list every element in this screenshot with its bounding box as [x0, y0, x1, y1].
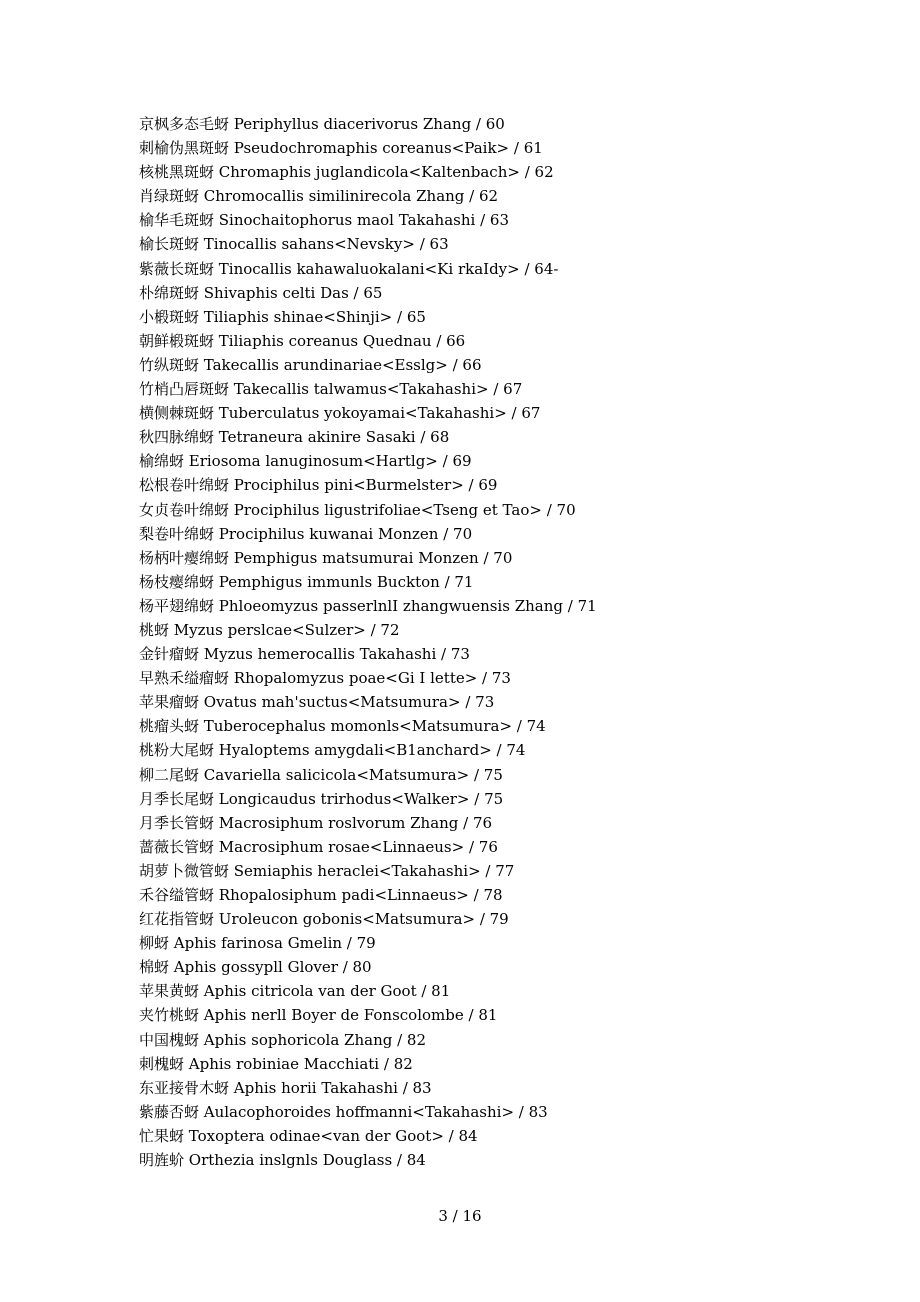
index-entry: 中国槐蚜 Aphis sophoricola Zhang / 82: [139, 1030, 427, 1049]
index-entry: 胡萝卜微管蚜 Semiaphis heraclei<Takahashi> / 77: [139, 861, 515, 880]
index-entry: 桃蚜 Myzus perslcae<Sulzer> / 72: [139, 620, 400, 639]
index-entry: 柳蚜 Aphis farinosa Gmelin / 79: [139, 934, 376, 953]
index-entry-list: [139, 112, 597, 1172]
index-entry: 东亚接骨木蚜 Aphis horii Takahashi / 83: [139, 1078, 432, 1097]
index-entry: 榆华毛斑蚜 Sinochaitophorus maol Takahashi / 63: [139, 211, 509, 230]
index-entry: 桃粉大尾蚜 Hyaloptems amygdali<B1anchard> / 74: [139, 741, 526, 760]
index-entry: 红花指管蚜 Uroleucon gobonis<Matsumura> / 79: [139, 910, 509, 929]
index-entry: 松根卷叶绵蚜 Prociphilus pini<Burmelster> / 69: [139, 476, 498, 495]
index-entry: 核桃黑斑蚜 Chromaphis juglandicola<Kaltenbach> / 62: [139, 163, 554, 182]
index-entry: 竹纵斑蚜 Takecallis arundinariae<Esslg> / 66: [139, 355, 482, 374]
index-entry: 金针瘤蚜 Myzus hemerocallis Takahashi / 73: [139, 645, 470, 664]
index-entry: 秋四脉绵蚜 Tetraneura akinire Sasaki / 68: [139, 428, 450, 447]
index-entry: 女贞卷叶绵蚜 Prociphilus ligustrifoliae<Tseng et Tao> / 70: [139, 500, 576, 519]
index-entry: 杨枝瘿绵蚜 Pemphigus immunls Buckton / 71: [139, 572, 474, 591]
index-entry: 榆绵蚜 Eriosoma lanuginosum<Hartlg> / 69: [139, 452, 472, 471]
index-entry: 朴绵斑蚜 Shivaphis celti Das / 65: [139, 283, 383, 302]
index-entry: 蔷薇长管蚜 Macrosiphum rosae<Linnaeus> / 76: [139, 837, 498, 856]
index-entry: 月季长管蚜 Macrosiphum roslvorum Zhang / 76: [139, 813, 493, 832]
index-entry: 忙果蚜 Toxoptera odinae<van der Goot> / 84: [139, 1126, 478, 1145]
index-entry: 棉蚜 Aphis gossypll Glover / 80: [139, 958, 372, 977]
index-entry: 梨卷叶绵蚜 Prociphilus kuwanai Monzen / 70: [139, 524, 473, 543]
index-entry: 苹果瘤蚜 Ovatus mah'suctus<Matsumura> / 73: [139, 693, 495, 712]
index-entry: 横侧棘斑蚜 Tuberculatus yokoyamai<Takahashi> / 67: [139, 404, 541, 423]
index-entry: 早熟禾缢瘤蚜 Rhopalomyzus poae<Gi I lette> / 73: [139, 669, 511, 688]
index-entry: 京枫多态毛蚜 Periphyllus diacerivorus Zhang / 60: [139, 115, 505, 133]
index-entry: 刺槐蚜 Aphis robiniae Macchiati / 82: [139, 1054, 413, 1073]
page-number: 3 / 16: [438, 1207, 482, 1225]
index-entry: 紫藤否蚜 Aulacophoroides hoffmanni<Takahashi> / 83: [139, 1102, 548, 1121]
index-entry: 杨平翅绵蚜 Phloeomyzus passerlnlI zhangwuensis Zhang / 71: [139, 596, 597, 615]
index-entry: 桃瘤头蚜 Tuberocephalus momonls<Matsumura> / 74: [139, 717, 546, 736]
index-entry: 禾谷缢管蚜 Rhopalosiphum padi<Linnaeus> / 78: [139, 886, 503, 904]
index-entry: 柳二尾蚜 Cavariella salicicola<Matsumura> / 75: [139, 765, 503, 784]
index-entry: 竹梢凸唇斑蚜 Takecallis talwamus<Takahashi> / 67: [139, 380, 523, 399]
index-entry: 紫薇长斑蚜 Tinocallis kahawaluokalani<Ki rkaIdy> / 64-: [139, 259, 559, 278]
index-entry: 杨柄叶瘿绵蚜 Pemphigus matsumurai Monzen / 70: [139, 548, 513, 567]
index-entry: 小椴斑蚜 Tiliaphis shinae<Shinji> / 65: [139, 307, 426, 326]
index-entry: 刺榆伪黑斑蚜 Pseudochromaphis coreanus<Paik> / 61: [139, 139, 543, 158]
index-entry: 苹果黄蚜 Aphis citricola van der Goot / 81: [139, 982, 451, 1001]
index-entry: 榆长斑蚜 Tinocallis sahans<Nevsky> / 63: [139, 235, 449, 254]
index-entry: 月季长尾蚜 Longicaudus trirhodus<Walker> / 75: [139, 789, 504, 808]
index-entry: 明旌蚧 Orthezia inslgnls Douglass / 84: [139, 1151, 426, 1170]
index-entry: 肖绿斑蚜 Chromocallis similinirecola Zhang / 62: [139, 187, 499, 206]
index-entry: 朝鲜椴斑蚜 Tiliaphis coreanus Quednau / 66: [139, 331, 466, 350]
index-entry: 夹竹桃蚜 Aphis nerll Boyer de Fonscolombe / 81: [139, 1006, 498, 1025]
